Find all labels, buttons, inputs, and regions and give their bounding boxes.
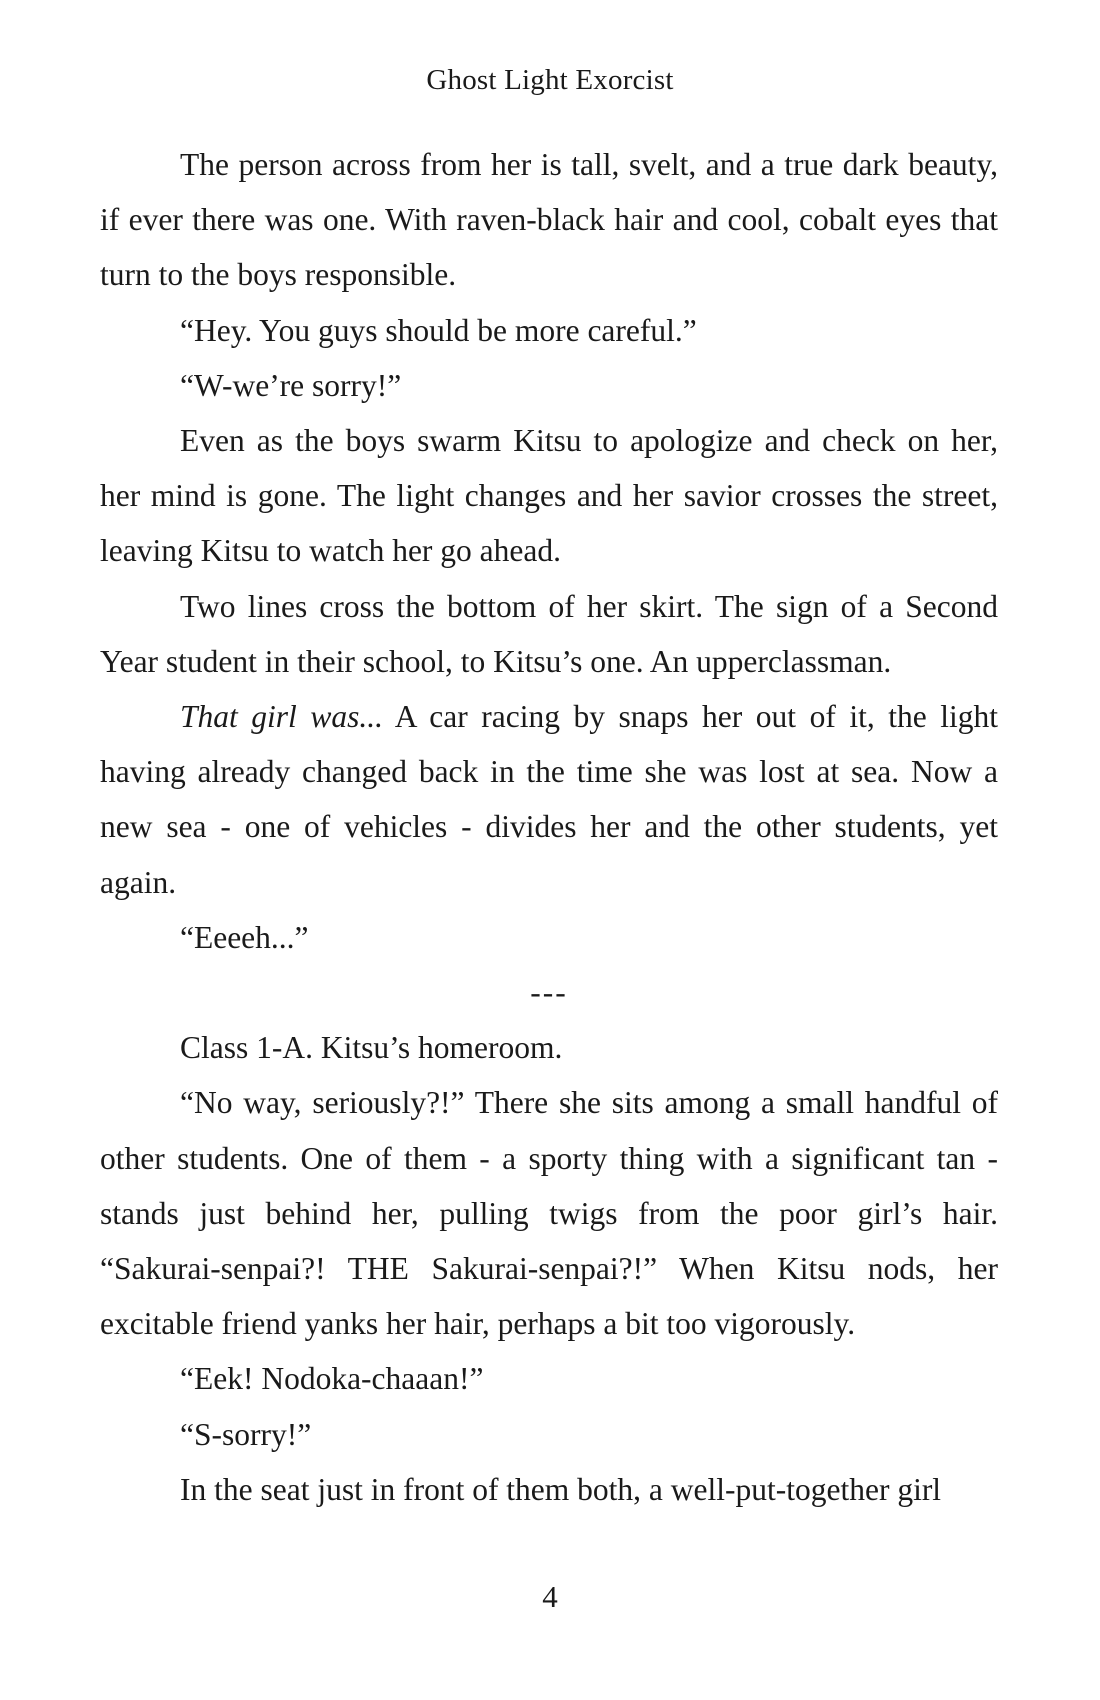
paragraph: In the seat just in front of them both, a well-put-together girl: [180, 1471, 942, 1507]
paragraph-dialogue: “Eeeeh...”: [180, 919, 309, 955]
body-text: [100, 137, 998, 1517]
paragraph-text: A car racing by snaps her out of it, the light having already changed back in the time she was lost at sea. Now a new sea - one of vehicles - divides her and the other students, yet again.: [100, 699, 998, 900]
running-header-title: Ghost Light Exorcist: [426, 64, 674, 96]
paragraph: Class 1-A. Kitsu’s homeroom.: [180, 1030, 563, 1066]
italic-lead-text: That girl was...: [180, 699, 383, 735]
paragraph: [100, 689, 998, 910]
paragraph-dialogue: “Eek! Nodoka-chaaan!”: [180, 1361, 484, 1397]
paragraph-dialogue: “S-sorry!”: [180, 1416, 312, 1452]
paragraph-dialogue: “W-we’re sorry!”: [180, 367, 402, 403]
page-number: 4: [542, 1579, 558, 1614]
paragraph-dialogue: “Hey. You guys should be more careful.”: [180, 312, 697, 348]
paragraph: Even as the boys swarm Kitsu to apologize and check on her, her mind is gone. The light changes and her savior crosses the street, leaving Kitsu to watch her go ahead.: [100, 423, 998, 569]
paragraph: The person across from her is tall, svelt, and a true dark beauty, if ever there was one. With raven-black hair and cool, cobalt eyes that turn to the boys responsible.: [100, 147, 998, 293]
paragraph: Two lines cross the bottom of her skirt. The sign of a Second Year student in their school, to Kitsu’s one. An upperclassman.: [100, 588, 998, 679]
scene-break-separator: ---: [530, 975, 568, 1011]
paragraph: “No way, seriously?!” There she sits among a small handful of other students. One of them - a sporty thing with a significant tan - stands just behind her, pulling twigs from the poor girl’s hair. “Sakurai-senpai?! THE Sakurai-senpai?!” When Kitsu nods, her excitable friend yanks her hair, perhaps a bit too vigorously.: [100, 1085, 998, 1342]
